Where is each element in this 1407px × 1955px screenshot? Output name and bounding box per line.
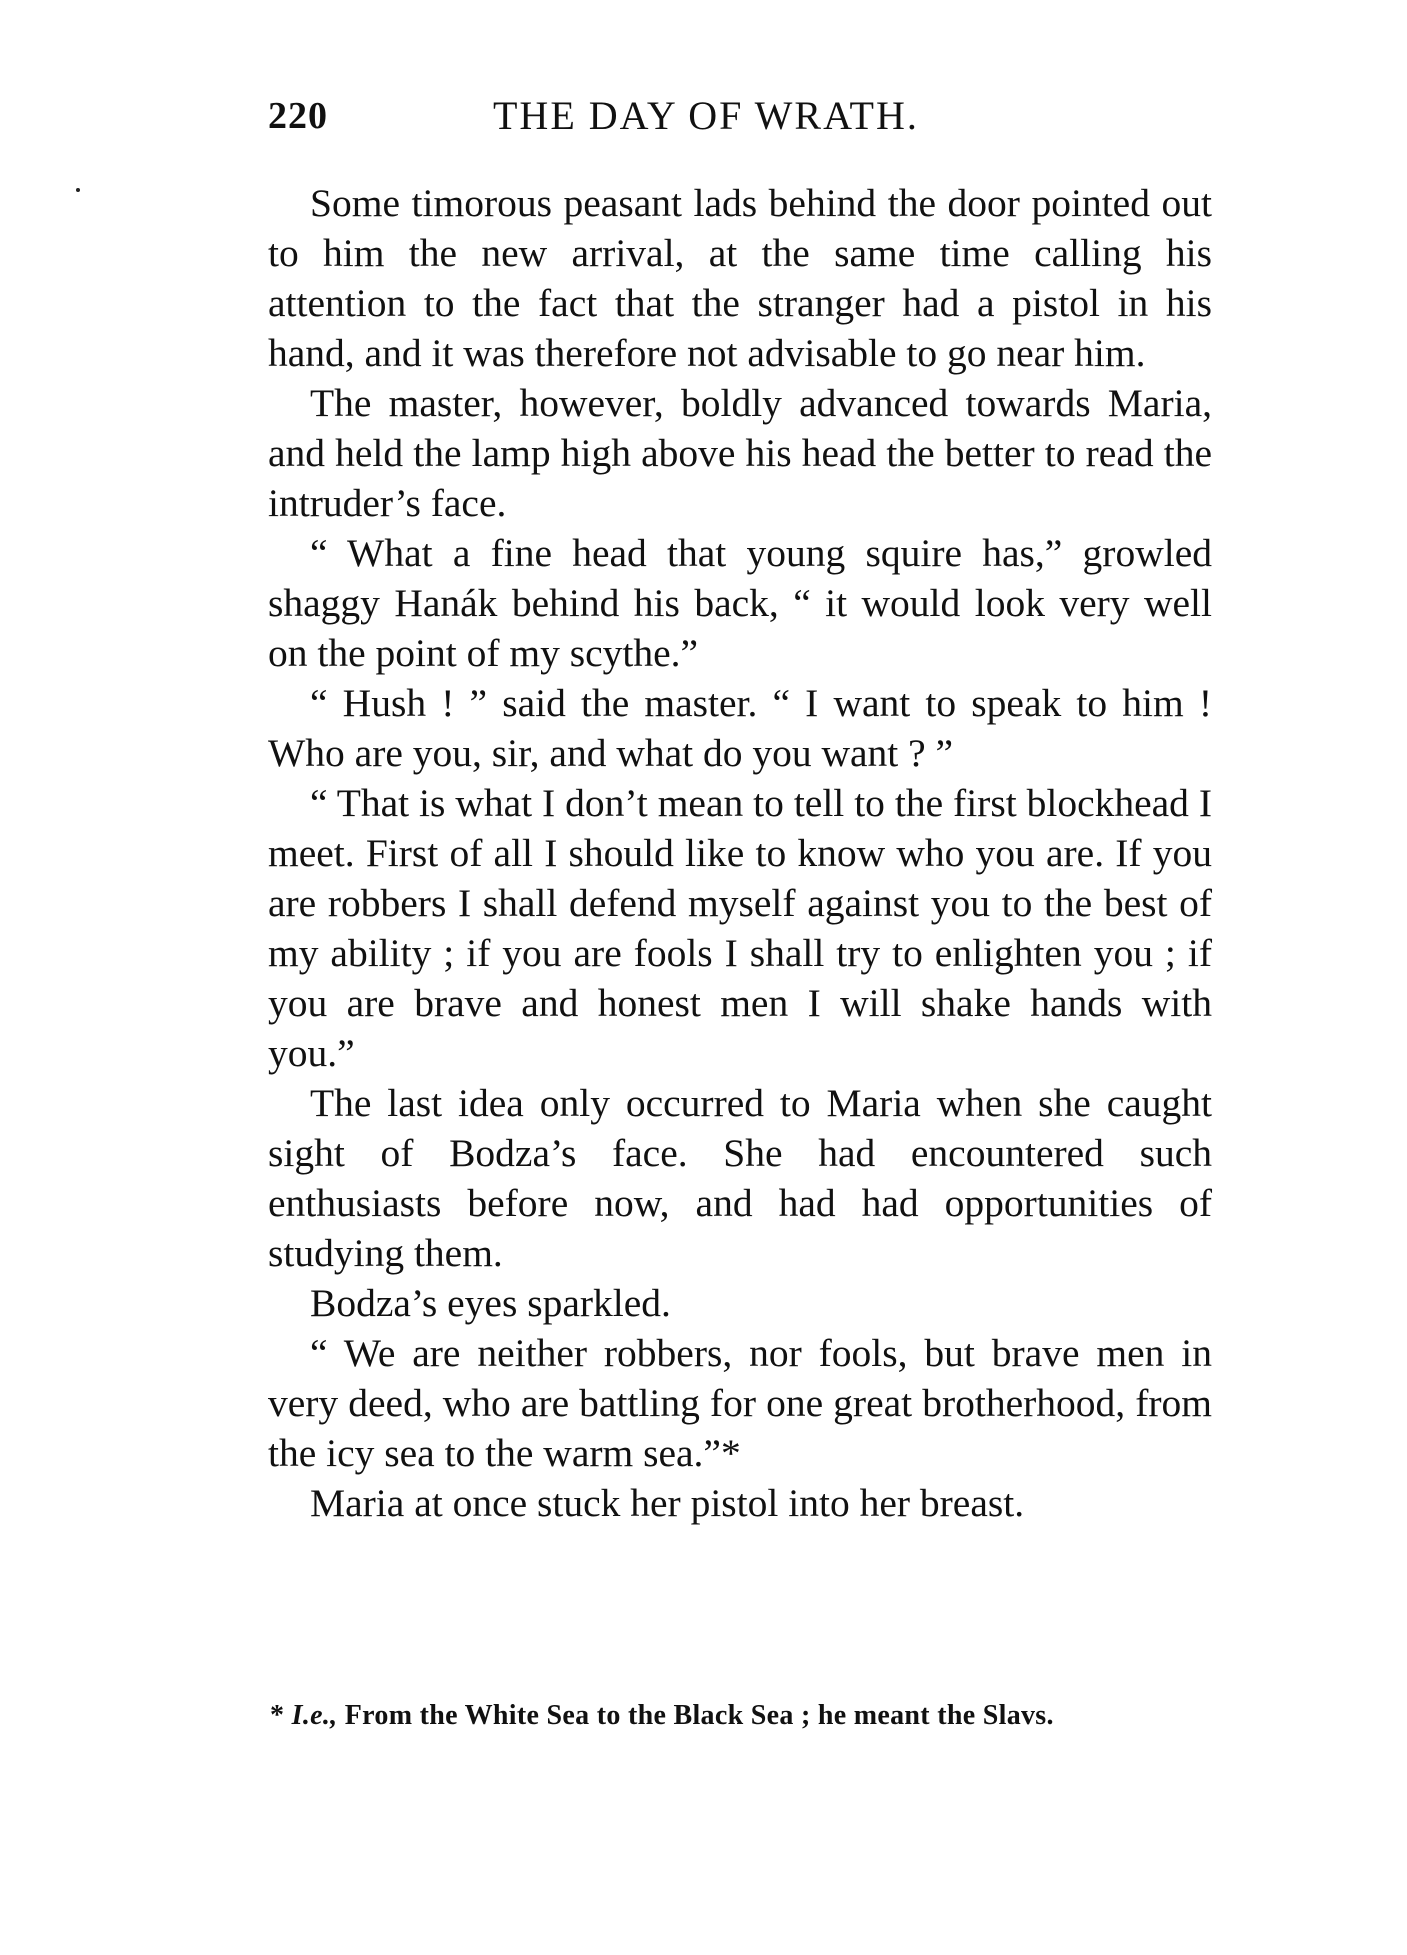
paragraph: “ That is what I don’t mean to tell to the first blockhead I meet. First of all I should like to know who you are. If you are robbers I shall defend myself against you to the best of my ability ; if you are fools I shall try to enlighten you ; if you are brave and honest men I will shake hands with you.” xyxy=(268,781,1212,1075)
paragraph: “ What a fine head that young squire has,” growled shaggy Hanák behind his back, “ it would look very well on the point of my scythe.” xyxy=(268,531,1212,675)
paragraph: “ We are neither robbers, nor fools, but brave men in very deed, who are battling for one great brotherhood, from the icy sea to the warm sea.”* xyxy=(268,1331,1212,1475)
margin-mark xyxy=(76,188,80,192)
paragraph: Maria at once stuck her pistol into her breast. xyxy=(310,1481,1025,1525)
footnote-marker: * xyxy=(270,1700,285,1731)
footnote-text: From the White Sea to the Black Sea ; he meant the Slavs. xyxy=(344,1700,1054,1731)
paragraph: “ Hush ! ” said the master. “ I want to speak to him ! Who are you, sir, and what do you want ? ” xyxy=(268,681,1212,775)
body-text xyxy=(268,178,1212,1528)
running-head: THE DAY OF WRATH. xyxy=(493,93,919,138)
page-header xyxy=(268,92,1212,152)
paragraph: The master, however, boldly advanced towards Maria, and held the lamp high above his head the better to read the intruder’s face. xyxy=(268,381,1212,525)
paragraph: Some timorous peasant lads behind the door pointed out to him the new arrival, at the same time calling his attention to the fact that the stranger had a pistol in his hand, and it was therefore not advisable to go near him. xyxy=(268,181,1212,375)
footnote-abbrev: I.e., xyxy=(291,1700,338,1731)
paragraph: Bodza’s eyes sparkled. xyxy=(310,1281,671,1325)
page-number: 220 xyxy=(268,95,328,137)
paragraph: The last idea only occurred to Maria when she caught sight of Bodza’s face. She had encountered such enthusiasts before now, and had had opportunities of studying them. xyxy=(268,1081,1212,1275)
footnote xyxy=(270,1700,1220,1732)
